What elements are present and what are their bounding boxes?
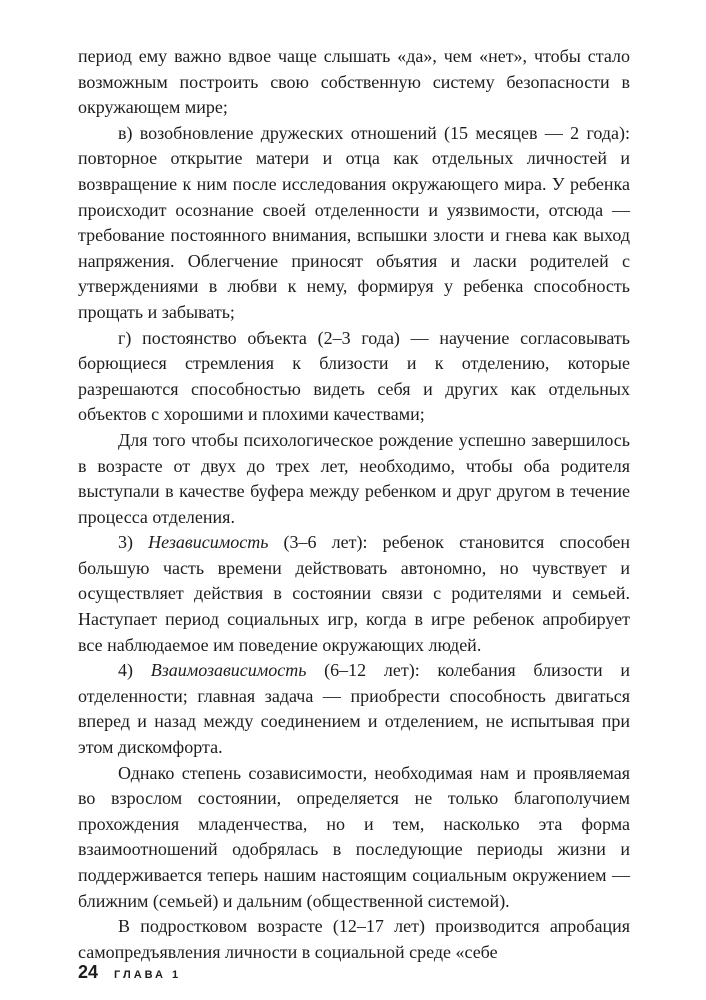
paragraph-stage-v <box>78 121 630 326</box>
paragraph-text: период ему важно вдвое чаще слышать «да», чем «нет», чтобы стало возможным построить свою собственную систему безопасности в окружающем мире; <box>78 46 630 118</box>
body-text <box>78 44 630 965</box>
paragraph-text: г) постоянство объекта (2–3 года) — научение согласовывать борющиеся стремления к близости и к отделению, которые разрешаются способностью видеть себя и других как отдельных объектов с хорошими и плохими качествами; <box>78 327 630 425</box>
paragraph-codependence <box>78 761 630 915</box>
page-footer <box>78 962 181 988</box>
paragraph-text: в) возобновление дружеских отношений (15 месяцев — 2 года): повторное открытие матери и отца как отдельных личностей и возвращение к ним после исследования окружающего мира. У ребенка происходит осознание своей отделенности и уязвимости, отсюда — требование постоянного внимания, вспышки злости и гнева как выход напряжения. Облегчение приносят объятия и ласки родителей с утверждениями в любви к нему, формируя у ребенка способность прощать и забывать; <box>78 122 630 322</box>
term-independence: Независимость <box>148 532 269 553</box>
paragraph-text: Однако степень созависимости, необходимая нам и проявляемая во взрослом состоянии, определяется не только благополучием прохождения младенчества, но и тем, насколько эта форма взаимоотношений одобрялась в последующие периоды жизни и поддерживается теперь нашим настоящим социальным окружением — ближним (семьей) и дальним (общественной системой). <box>78 762 630 911</box>
term-interdependence: Взаимозависимость <box>150 660 307 681</box>
paragraph-text: Для того чтобы психологическое рождение успешно завершилось в возрасте от двух до трех лет, необходимо, чтобы оба родителя выступали в качестве буфера между ребенком и друг другом в течение процесса отделения. <box>78 429 630 527</box>
paragraph-interdependence <box>78 658 630 760</box>
page-number: 24 <box>78 962 99 982</box>
chapter-label: ГЛАВА 1 <box>114 969 182 981</box>
paragraph-text: (3–6 лет): ребенок становится способен большую часть времени действовать автономно, но чувствует и осуществляет действия в состоянии связи с родителями и семьей. Наступает период социальных игр, когда в игре ребенок апробирует все наблюдаемое им поведение окружающих людей. <box>78 532 630 655</box>
paragraph-adolescence <box>78 914 630 965</box>
paragraph-text: 4) <box>118 660 151 681</box>
paragraph-continued <box>78 44 630 121</box>
paragraph-text: 3) <box>118 532 149 553</box>
paragraph-text: В подростковом возрасте (12–17 лет) производится апробация самопредъявления личности в социальной среде «себе <box>78 916 630 962</box>
paragraph-independence <box>78 530 630 658</box>
paragraph-psychological-birth <box>78 428 630 530</box>
paragraph-text: (6–12 лет): колебания близости и отделенности; главная задача — приобрести способность двигаться вперед и назад между соединением и отделением, не испытывая при этом дискомфорта. <box>78 660 630 758</box>
paragraph-stage-g <box>78 326 630 428</box>
